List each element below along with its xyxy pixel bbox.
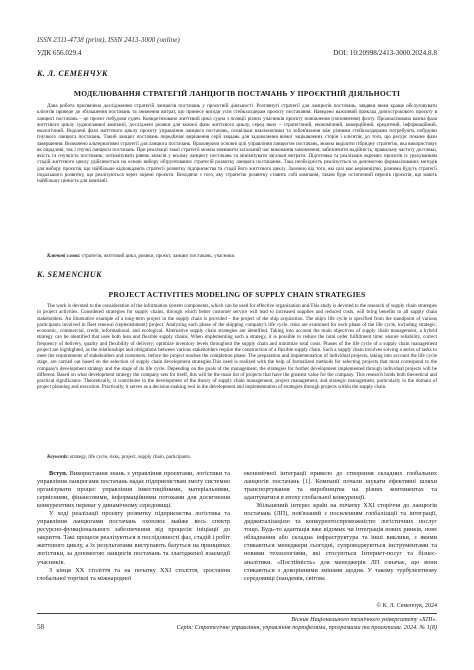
keywords-label-en: Keywords:	[47, 454, 69, 460]
journal-series: Серія: Стратегічне управління, управління портфелями, програмами та проєктами. 2024. № 1(8)	[176, 624, 437, 631]
footer-divider	[37, 613, 437, 614]
keywords-text-uk: стратегія, життєвий цикл, ризики, проєкт, ланцюг постачань, учасники.	[81, 253, 236, 259]
abstract-uk: Дана робота присвячена дослідженню стратегій ланцюгів постачань у проєктній діяльності. Розглянуті стратегії для ланцюгів постачань, завдяки яким краще обслуговувати клієнтів приведе до збільшення постачань та зниження витрат, що принесе вигоди усім стейкхолдерам проєкту постачання. Наведено важливий приклад довгострокового проєкту в ланцюгі постачань – це проєкт побудови суден. Конкретизовано життєвий цикл судна з позиції різних учасників проєкту поновлення (поповнення) флоту. Проаналізована кожна фаза життєвого циклу судноплавної компанії, досліджені ризики для кожної фази життєвого циклу, серед яких – стратегічний, економічний, комерційний, кредитний, інформаційний, екологічний. Виділені фази життєвого циклу проєкту управління ланцюга постачань, осквільки взаємозв'язки та зобов'язання між різними стейкхолдерами потребують побудови гнучкого ланцюга постачань. Такий ланцюг постачань передбачає вирішення серії завдань для задоволення вимог зацікавлених сторін і клієнтів; до того, що ресурс покине фази завершення. Визначено альтернативні стратегії для ланцюга постачань. Враховуючи основні цілі управління ланцюгом постачань, можна виділити гібридну стратегію, яка використовує як ощадливі, так і гнучкі ланцюги постачань. При реалізації такої стратегії можна зменшити загальний час виконання замовлення; забезпечити надійність, правильну частоту доставки, якість та гнучкість постачань; оптимізувати рівень запасів у всьому ланцюгу постачань та мінімізувати загальні витрати. Підготовка та реалізація окремих проєктів із урахуванням стадій життєвого циклу удійснюється на основі вибору обґрунтованих стратегій розвитку ланцюга постачання. Така необхідність реалізується за допомогою формалізованих методів для вибору проєктів, що найбільше відповідають стратегії розвитку підприємства та стадії його життєвого циклу. Залежно від того, які цілі має керівництво, різними будуть стратегії подальшого розвитку, що реалізуються через окремі проєкти. Виходячи з того, яку стратегію розвитку ставить собі компанія, таким буде остаточний перелік проєктів, що мають найбільшу цінність для компанії.	[37, 103, 437, 184]
keywords-label-uk: Ключові слова:	[47, 253, 81, 259]
journal-footer	[177, 616, 437, 632]
keywords-uk	[37, 253, 437, 259]
author-en: K. SEMENCHUK	[37, 270, 102, 279]
keywords-en	[37, 454, 437, 460]
journal-name: Вісник Національного технічного університету «ХПІ».	[291, 616, 437, 623]
author-uk: К. Л. СЕМЕНЧУК	[37, 69, 108, 78]
body-paragraph: економічної інтеграції привело до створення складних глобальних ланцюгів постачань [1]. Компанії почали шукати ефективні шляхи транспортування та виробництва на різних континентах та адаптуватися в епоху глобальної конкуренції.	[244, 470, 437, 502]
abstract-en: The work is devoted to the consideration of the information system components, which can be used for effective organization and This study is devoted to the research of supply chain strategies in project activities. Considered strategies for supply chains, through which better customer service will lead to increased supplies and reduced costs, will bring benefits to all supply chain stakeholders. An illustrative example of a long-term project in the supply chain is provided – the project of the ship acquisition. The ship's life cycle is specified from the standpoint of various participants involved in fleet renewal (replenishment) project. Analyzing each phase of the shipping company's life cycle, risks are examined for each phase of the life cycle, including strategic, economic, commercial, credit, informational, and ecological. Alternative supply chain strategies are identified. Taking into account the main objectives of supply chain management, a hybrid strategy can be identified that uses both lean and flexible supply chains. When implementing such a strategy, it is possible to reduce the total order fulfillment time; ensure reliability, correct frequency of delivery, quality and flexibility of delivery; optimize inventory levels throughout the supply chain and minimize total costs. Phases of the life cycle of a supply chain management project are highlighted, as the relationships and obligations between various stakeholders require the construction of a flexible supply chain. Such a supply chain involves solving a series of tasks to meet the requirements of stakeholders and customers; before the project reaches the completion phase. The preparation and implementation of individual projects, taking into account the life cycle stage, are carried out based on the selection of supply chain development strategies.This need is realized with the help of formalized methods for selecting projects that most correspond to the company's development strategy and the stage of its life cycle. Depending on the goals of the management, the strategies for further development implemented through individual projects will be different. Based on what development strategy the company sets for itself, this will be the main list of projects that have the greatest value for the company. This research holds both theoretical and practical significance. Theoretically, it contributes to the development of the theory of supply chain management, project management, and strategic management, particularly in the domain of project planning and execution. Practically, it serves as a decision-making tool in the development and implementation of strategies through projects within the supply chain.	[37, 303, 437, 391]
intro-text: Використання знань з управління проєктами, логістики та управління ланцюгами постачань надає підприємствам змогу системно організувати процес управління інвестиційними, матеріальними, сервісними, фінансовими, інформаційними потоками для досягнення конкурентних переваг у динамічному середовищі.	[37, 470, 230, 510]
doi-code: DOI: 10:20998/2413-3000.2024.8.8	[333, 49, 437, 57]
udc-code: УДК 656.029.4	[37, 49, 82, 57]
intro-paragraph	[37, 470, 230, 510]
copyright-notice: © К. Л. Семенчук, 2024	[376, 603, 437, 609]
body-paragraph: З кінця XX століття та на початку XXI століття, зростання глобальної торгівлі та міжнародної	[37, 566, 230, 582]
article-title-en: PROJECT ACTIVITIES MODELING OF SUPPLY CHAIN STRATEGIES	[108, 290, 366, 299]
page-number: 58	[37, 623, 44, 631]
body-column-right	[244, 470, 437, 583]
udc-doi-row	[37, 49, 437, 57]
issn-line: ISSN 2311-4738 (print), ISSN 2413-3000 (online)	[37, 36, 180, 44]
article-title-uk: МОДЕЛЮВАННЯ СТРАТЕГІЙ ЛАНЦЮГІВ ПОСТАЧАНЬ У ПРОЄКТНІЙ ДІЯЛЬНОСТІ	[73, 89, 401, 98]
body-paragraph: У ході реалізації проєкту розвитку підприємства логістика та управління ланцюгами постачань охоплює майже весь спектр ресурсно-функціонального забезпечення від процесів ініціації до закриття. Такі процеси реалізуються в послідовності фаз, стадій і робіт життєвого циклу, а їх результатами виступають базуться на принципах логістики, за допомогою ланцюгів постачань та злагодженої взаємодії учасників.	[37, 510, 230, 566]
body-paragraph: Збільшений інтерес країн на початку XXI сторіччя до ланцюгів постачань (ЛП), пов'язаний з посиленням глобалізації та інтеграції, диджиталізацією та конкурентоспроможністю логістичних послуг тощо. Будь-то адаптація вже відомих чи інтеграція нових ринків, нове обладнання або складна інфраструктура та інші виклики, з якими стикаються менеджери сьогодні, супроводжуються інструментами та новими технологіями, які стосуються Інтернет-посуг та бізнес-аналітики. «Постійність» для менеджерів ЛП означає, що вони стикаються з докорінними змінами щодня. У такому турбулентному середовищі (пандемія, світова	[244, 502, 437, 582]
intro-heading: Вступ.	[49, 470, 68, 477]
keywords-text-en: strategy, life cycle, risks, project, supply chain, participants.	[70, 454, 192, 460]
body-column-left	[37, 470, 230, 583]
